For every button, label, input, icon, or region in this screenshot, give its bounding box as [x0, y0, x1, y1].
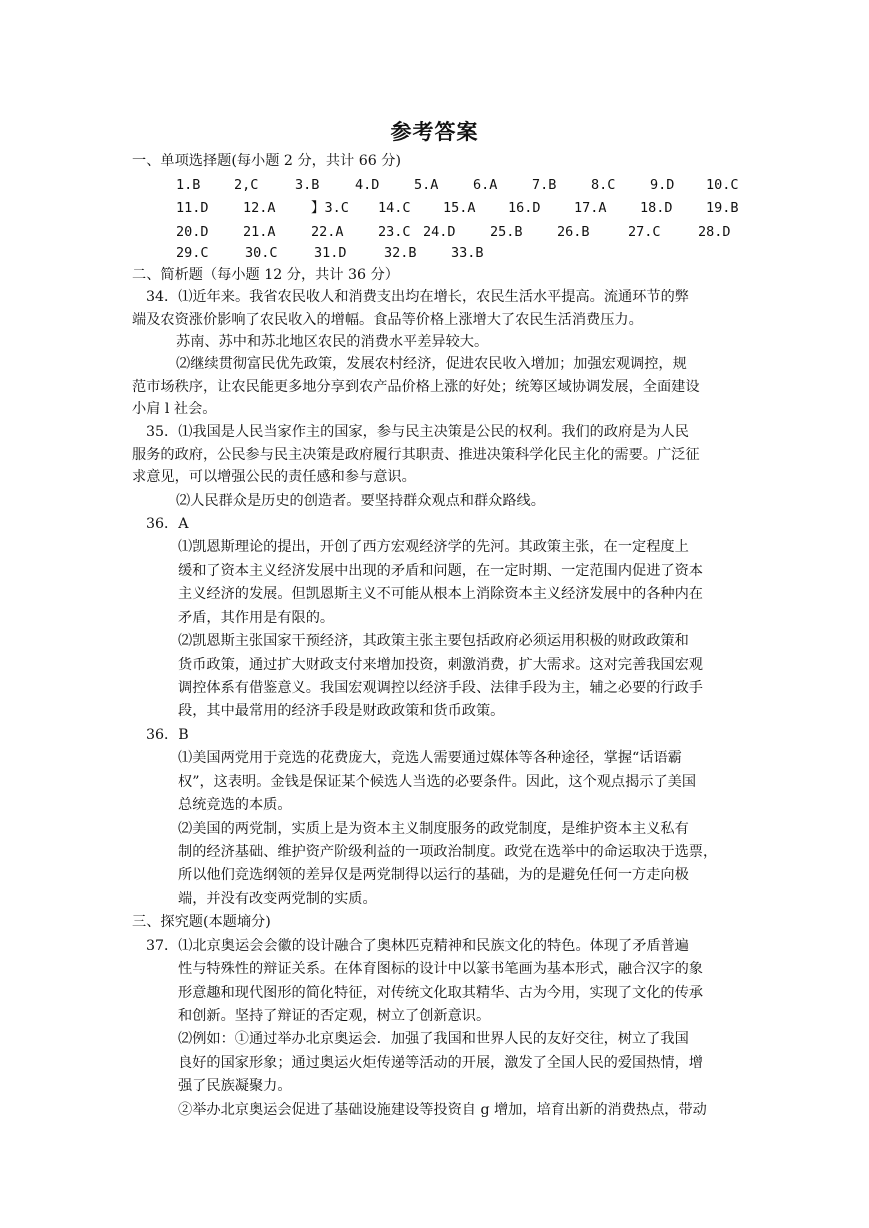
answer-item: 18.D — [640, 200, 673, 216]
section1-heading: 一、单项选择题(每小题 2 分，共计 66 分) — [132, 153, 402, 169]
answer-line: 性与特殊性的辩证关系。在体育图标的设计中以篆书笔画为基本形式，融合汉字的象 — [178, 961, 703, 977]
answer-line: 段，其中最常用的经济手段是财政政策和货币政策。 — [178, 703, 505, 719]
question-label: 36．A — [146, 516, 189, 532]
answer-line: 总统竞选的本质。 — [178, 797, 292, 813]
answer-item: 21.A — [243, 224, 276, 240]
page-title: 参考答案 — [390, 119, 479, 144]
answer-line: 强了民族凝聚力。 — [178, 1078, 292, 1094]
answer-item: 2,C — [234, 177, 259, 193]
answer-line: 货币政策，通过扩大财政支付来增加投资，刺激消费，扩大需求。这对完善我国宏观 — [178, 657, 703, 673]
section3-heading: 三、探究题(本题墒分) — [132, 914, 271, 930]
answer-item: 14.C — [378, 200, 411, 216]
answer-line: 矛盾，其作用是有限的。 — [178, 610, 335, 626]
answer-item: 22.A — [311, 224, 344, 240]
answer-item: 15.A — [443, 200, 476, 216]
answer-item: 27.C — [628, 224, 661, 240]
answer-item: 7.B — [532, 177, 557, 193]
answer-item: 25.B — [490, 224, 523, 240]
answer-item: 30.C — [245, 245, 278, 261]
answer-item: 17.A — [574, 200, 607, 216]
answer-line: 调控体系有借鉴意义。我国宏观调控以经济手段、法律手段为主，辅之必要的行政手 — [178, 680, 703, 696]
answer-line: 求意见，可以增强公民的责任感和参与意识。 — [132, 469, 416, 485]
section2-heading: 二、简析题（每小题 12 分，共计 36 分） — [132, 267, 399, 283]
answer-line: ⑴美国两党用于竞选的花费庞大，竞选人需要通过媒体等各种途径，掌握“话语霸 — [178, 750, 682, 766]
answer-line: 形意趣和现代图形的简化特征，对传统文化取其精华、古为今用，实现了文化的传承 — [178, 985, 703, 1001]
answer-line: 所以他们竞选纲领的差异仅是两党制得以运行的基础，为的是避免任何一方走向极 — [178, 867, 689, 883]
answer-item: 29.C — [176, 245, 209, 261]
answer-item: 23.C — [378, 224, 411, 240]
answer-item: 20.D — [176, 224, 209, 240]
answer-item: 32.B — [384, 245, 417, 261]
answer-line: 35．⑴我国是人民当家作主的国家，参与民主决策是公民的权利。我们的政府是为人民 — [146, 424, 689, 440]
answer-item: 】3.C — [311, 200, 349, 216]
answer-item: 10.C — [706, 177, 739, 193]
answer-line: 权”，这表明。金钱是保证某个候选人当选的必要条件。因此，这个观点揭示了美国 — [178, 774, 697, 790]
answer-item: 19.B — [706, 200, 739, 216]
answer-line: 缓和了资本主义经济发展中出现的矛盾和问题，在一定时期、一定范围内促进了资本 — [178, 563, 703, 579]
answer-line: ⑵凯恩斯主张国家干预经济，其政策主张主要包括政府必须运用积极的财政政策和 — [178, 633, 689, 649]
answer-item: 5.A — [414, 177, 439, 193]
answer-line: 制的经济基础、维护资产阶级利益的一项政治制度。政党在选举中的命运取决于选票， — [178, 844, 718, 860]
answer-line: 37．⑴北京奥运会会徽的设计融合了奥林匹克精神和民族文化的特色。体现了矛盾普遍 — [146, 938, 689, 954]
answer-line: 苏南、苏中和苏北地区农民的消费水平差异较大。 — [176, 334, 489, 350]
answer-line: ⑵例如：①通过举办北京奥运会．加强了我国和世界人民的友好交往，树立了我国 — [178, 1031, 689, 1047]
answer-item: 6.A — [473, 177, 498, 193]
answer-line: 和创新。坚持了辩证的否定观，树立了创新意识。 — [178, 1008, 491, 1024]
answer-item: 12.A — [243, 200, 276, 216]
answer-line: 服务的政府，公民参与民主决策是政府履行其职责、推进决策科学化民主化的需要。广泛征 — [132, 447, 700, 463]
answer-line: 范市场秩序，让农民能更多地分享到农产品价格上涨的好处；统筹区域协调发展，全面建设 — [132, 379, 700, 395]
answer-line: 主义经济的发展。但凯恩斯主义不可能从根本上消除资本主义经济发展中的各种内在 — [178, 586, 703, 602]
answer-line: ②举办北京奥运会促进了基础设施建设等投资自 g 增加，培育出新的消费热点，带动 — [178, 1102, 707, 1118]
answer-item: 1.B — [176, 177, 201, 193]
answer-item: 33.B — [451, 245, 484, 261]
answer-line: 34．⑴近年来。我省农民收人和消费支出均在增长，农民生活水平提高。流通环节的弊 — [146, 289, 689, 305]
answer-item: 11.D — [176, 200, 209, 216]
answer-item: 28.D — [698, 224, 731, 240]
answer-item: 8.C — [591, 177, 616, 193]
answer-line: 端及农资涨价影响了农民收入的增幅。食品等价格上涨增大了农民生活消费压力。 — [132, 312, 643, 328]
answer-item: 4.D — [355, 177, 380, 193]
answer-line: ⑵美国的两党制，实质上是为资本主义制度服务的政党制度，是维护资本主义私有 — [178, 821, 689, 837]
answer-item: 3.B — [295, 177, 320, 193]
answer-line: 端，并没有改变两党制的实质。 — [178, 891, 377, 907]
answer-line: ⑵继续贯彻富民优先政策，发展农村经济，促进农民收入增加；加强宏观调控，规 — [176, 356, 687, 372]
answer-line: ⑵人民群众是历史的创造者。要坚持群众观点和群众路线。 — [176, 493, 545, 509]
answer-item: 9.D — [650, 177, 675, 193]
answer-line: 良好的国家形象；通过奥运火炬传递等活动的开展，激发了全国人民的爱国热情，增 — [178, 1055, 703, 1071]
answer-item: 16.D — [508, 200, 541, 216]
question-label: 36．B — [146, 727, 189, 743]
answer-line: ⑴凯恩斯理论的提出，开创了西方宏观经济学的先河。其政策主张，在一定程度上 — [178, 539, 689, 555]
answer-line: 小肩 l 社会。 — [132, 401, 217, 417]
answer-item: 31.D — [314, 245, 347, 261]
answer-item: 24.D — [423, 224, 456, 240]
answer-item: 26.B — [557, 224, 590, 240]
